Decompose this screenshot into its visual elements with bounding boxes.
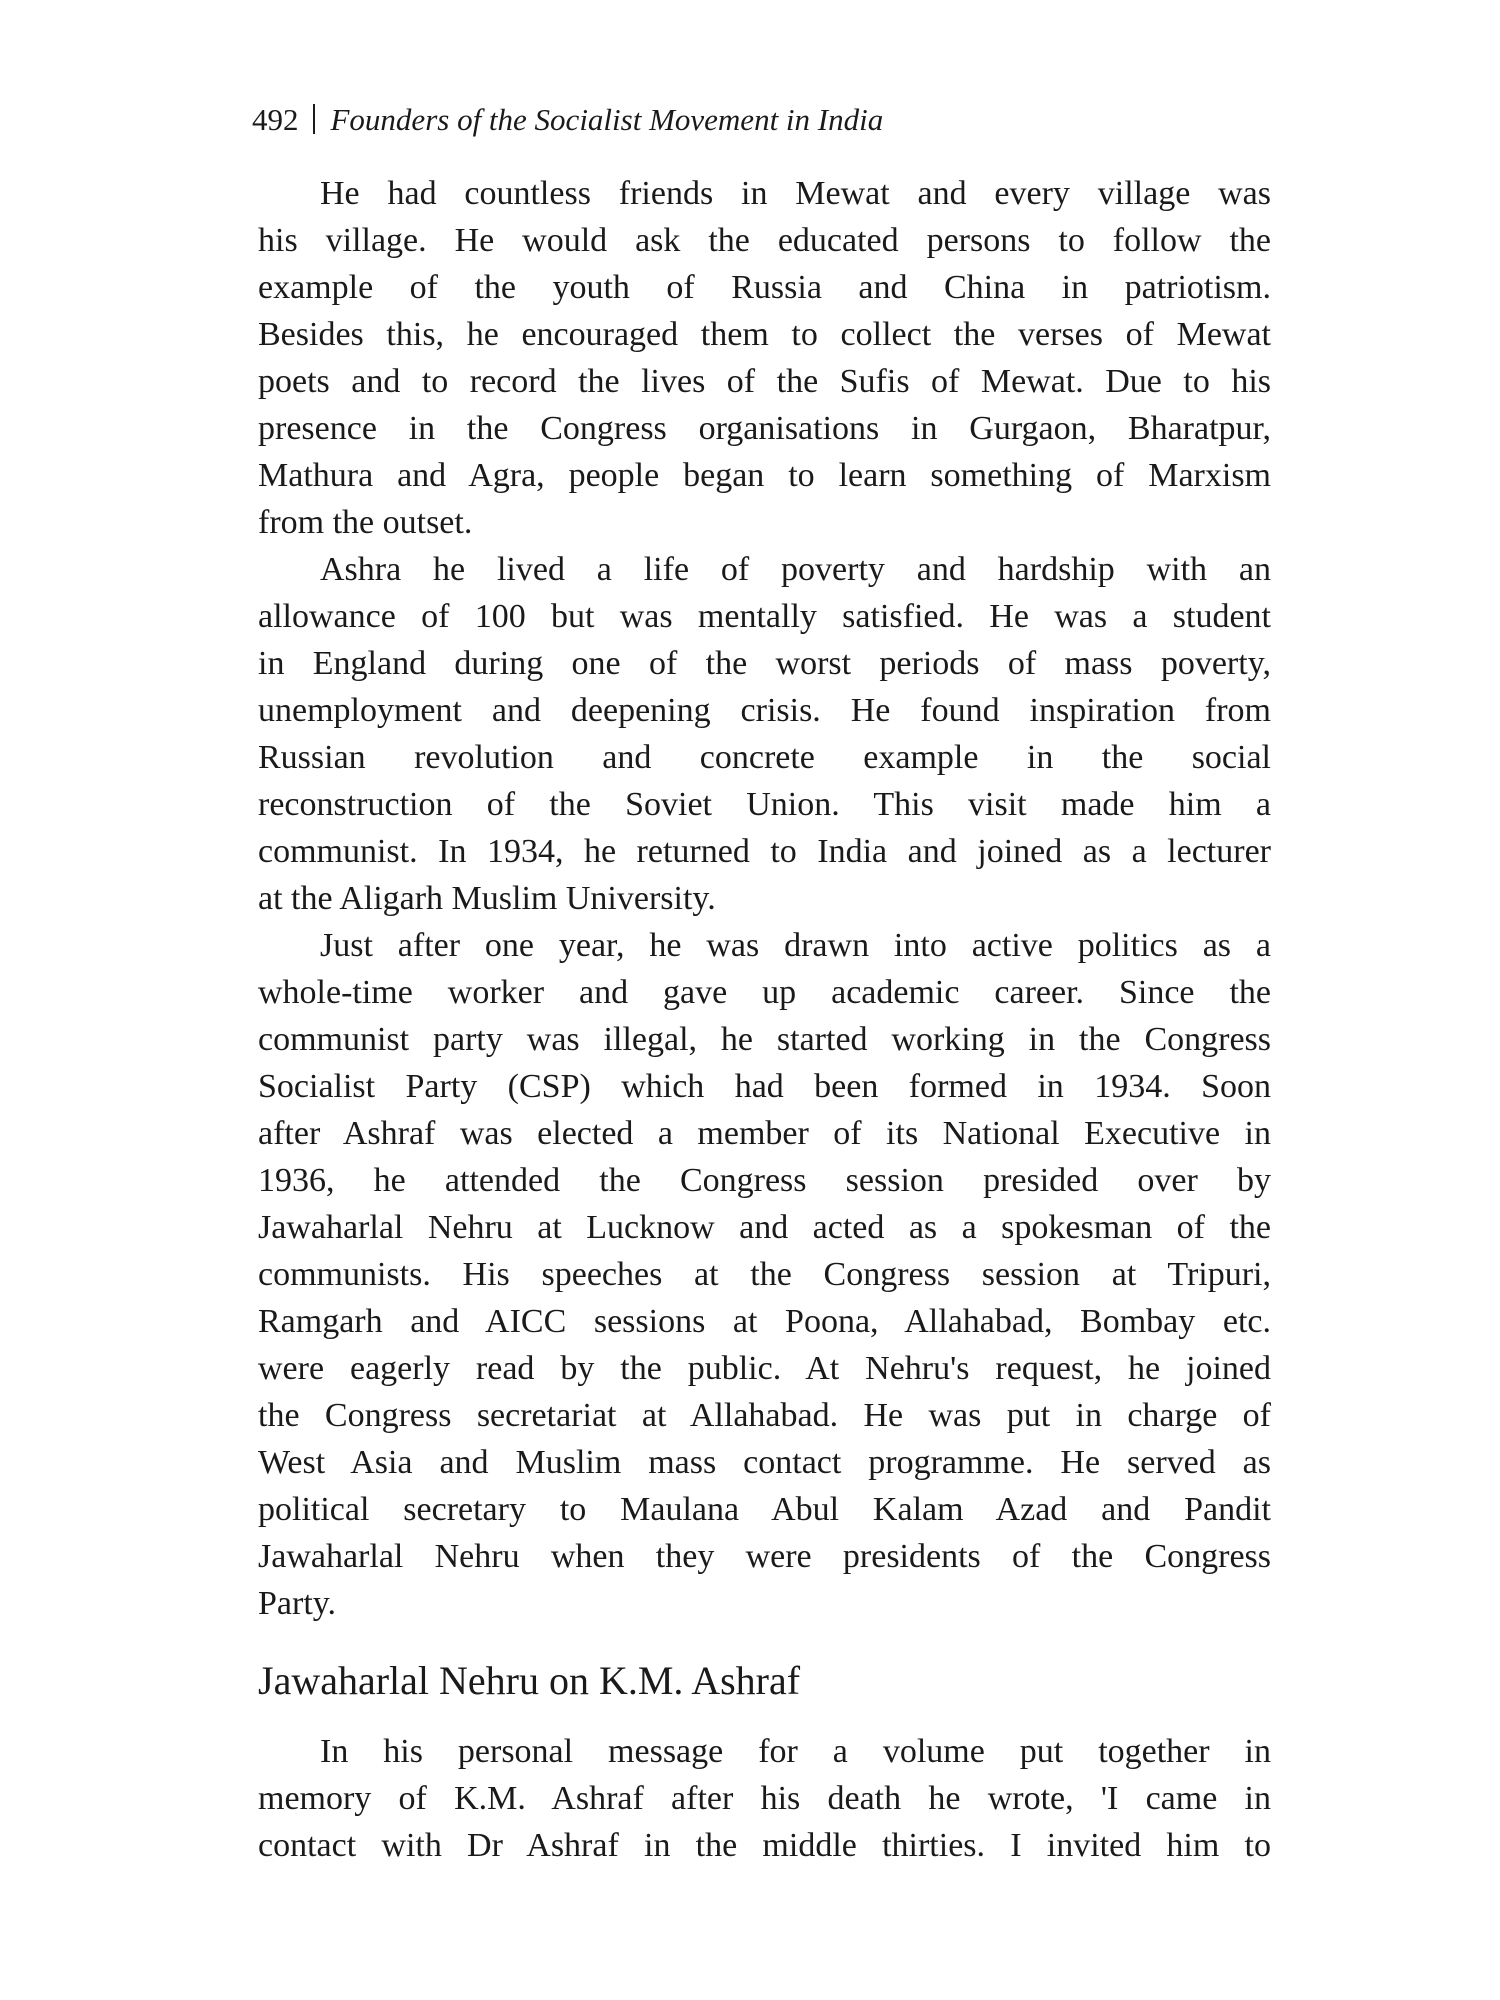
paragraph-line: Party. bbox=[258, 1585, 337, 1622]
page-number: 492 bbox=[252, 102, 299, 137]
paragraph-line: communist party was illegal, he started working in the Congress bbox=[258, 1021, 1271, 1058]
paragraph-line: Jawaharlal Nehru at Lucknow and acted as a spokesman of the bbox=[258, 1209, 1271, 1246]
paragraph-line: In his personal message for a volume put together in bbox=[320, 1733, 1271, 1770]
paragraph-line: communists. His speeches at the Congress session at Tripuri, bbox=[258, 1256, 1271, 1293]
paragraph-line: poets and to record the lives of the Sufis of Mewat. Due to his bbox=[258, 363, 1271, 400]
paragraph-line: Besides this, he encouraged them to collect the verses of Mewat bbox=[258, 316, 1271, 353]
paragraph-line: in England during one of the worst periods of mass poverty, bbox=[258, 645, 1271, 682]
paragraph-line: were eagerly read by the public. At Nehru's request, he joined bbox=[258, 1350, 1271, 1387]
paragraph-line: West Asia and Muslim mass contact programme. He served as bbox=[258, 1444, 1271, 1481]
paragraph-line: Jawaharlal Nehru when they were presidents of the Congress bbox=[258, 1538, 1271, 1575]
paragraph-line: political secretary to Maulana Abul Kalam Azad and Pandit bbox=[258, 1491, 1271, 1528]
paragraph-line: the Congress secretariat at Allahabad. He was put in charge of bbox=[258, 1397, 1271, 1434]
paragraph-line: Ramgarh and AICC sessions at Poona, Allahabad, Bombay etc. bbox=[258, 1303, 1271, 1340]
paragraph-line: 1936, he attended the Congress session presided over by bbox=[258, 1162, 1271, 1199]
paragraph-line: He had countless friends in Mewat and every village was bbox=[320, 175, 1271, 212]
paragraph-line: allowance of 100 but was mentally satisfied. He was a student bbox=[258, 598, 1271, 635]
paragraph-line: Just after one year, he was drawn into active politics as a bbox=[320, 927, 1271, 964]
paragraph-line: presence in the Congress organisations in Gurgaon, Bharatpur, bbox=[258, 410, 1271, 447]
body-text bbox=[258, 170, 1271, 1627]
paragraph-line: his village. He would ask the educated persons to follow the bbox=[258, 222, 1271, 259]
paragraph-line: Russian revolution and concrete example in the social bbox=[258, 739, 1271, 776]
header-divider bbox=[313, 104, 315, 134]
paragraph-line: communist. In 1934, he returned to India and joined as a lecturer bbox=[258, 833, 1271, 870]
paragraph-line: from the outset. bbox=[258, 504, 473, 541]
paragraph-line: Mathura and Agra, people began to learn something of Marxism bbox=[258, 457, 1271, 494]
paragraph-line: Socialist Party (CSP) which had been formed in 1934. Soon bbox=[258, 1068, 1271, 1105]
paragraph-line: Ashra he lived a life of poverty and hardship with an bbox=[320, 551, 1271, 588]
paragraph-line: at the Aligarh Muslim University. bbox=[258, 880, 716, 917]
paragraph-line: contact with Dr Ashraf in the middle thirties. I invited him to bbox=[258, 1827, 1271, 1864]
paragraph-line: memory of K.M. Ashraf after his death he wrote, 'I came in bbox=[258, 1780, 1271, 1817]
book-title: Founders of the Socialist Movement in India bbox=[330, 102, 884, 137]
section-heading: Jawaharlal Nehru on K.M. Ashraf bbox=[258, 1658, 801, 1703]
section-body-text bbox=[258, 1728, 1271, 1869]
paragraph-line: unemployment and deepening crisis. He found inspiration from bbox=[258, 692, 1271, 729]
paragraph-line: after Ashraf was elected a member of its National Executive in bbox=[258, 1115, 1271, 1152]
paragraph-line: whole-time worker and gave up academic career. Since the bbox=[258, 974, 1271, 1011]
paragraph-line: reconstruction of the Soviet Union. This visit made him a bbox=[258, 786, 1271, 823]
paragraph-line: example of the youth of Russia and China in patriotism. bbox=[258, 269, 1271, 306]
running-header bbox=[252, 100, 883, 140]
